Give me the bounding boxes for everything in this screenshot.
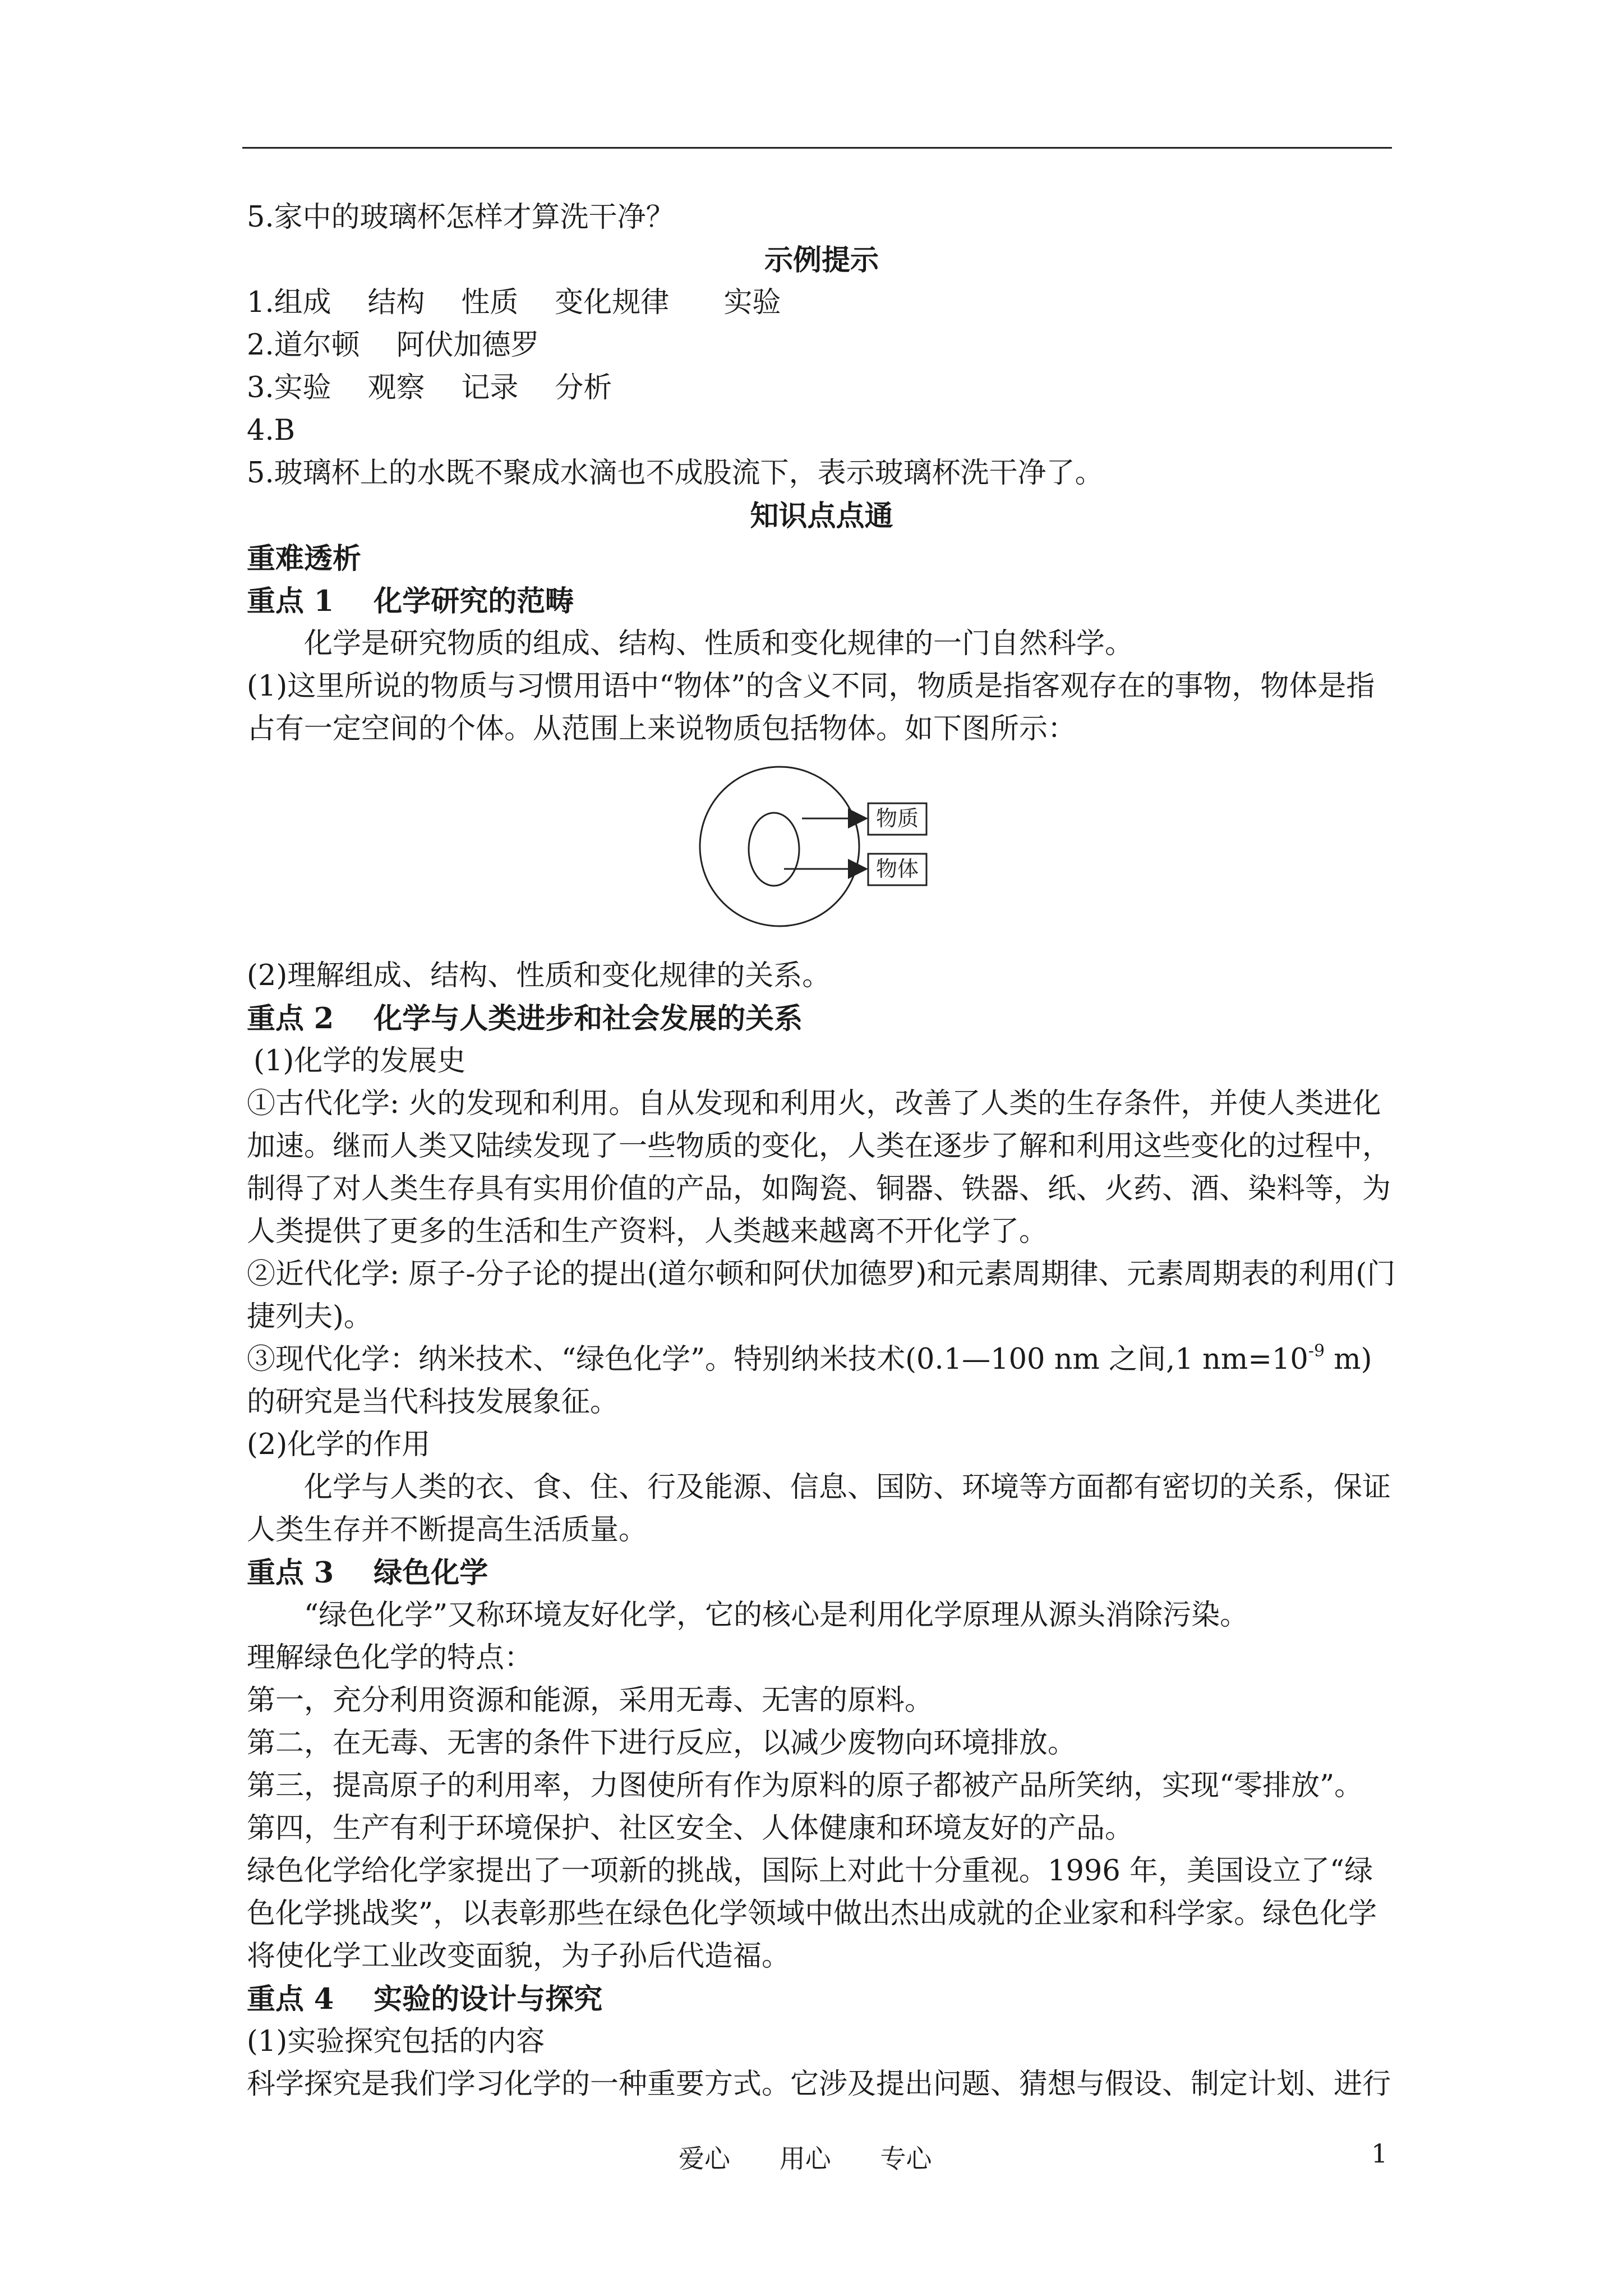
contemporary-text-1: ③现代化学：纳米技术、“绿色化学”。特别纳米技术(0.1—100 nm 之间,1 nm=10 [247,1343,1308,1376]
point-2-sub-1: (1)化学的发展史 [253,1045,466,1078]
features-lead: 理解绿色化学的特点： [247,1641,533,1674]
concentric-circles-diagram [690,760,948,950]
green-chemistry-challenge: 绿色化学给化学家提出了一项新的挑战，国际上对此十分重视。1996 年，美国设立了“绿色化学挑战奖”，以表彰那些在绿色化学领域中做出杰出成就的企业家和科学家。绿色化学将使化学工业改变面貌，为子孙后代造福。 [247,1855,1377,1973]
footer-motto: 爱心 用心 专心 [679,2143,932,2174]
answer-3: 3.实验 观察 记录 分析 [247,371,612,404]
green-chemistry-intro: “绿色化学”又称环境友好化学，它的核心是利用化学原理从源头消除污染。 [304,1599,1249,1632]
question-5: 5.家中的玻璃杯怎样才算洗干净？ [247,201,675,234]
feature-3: 第三，提高原子的利用率，力图使所有作为原料的原子都被产品所笑纳，实现“零排放”。 [247,1769,1363,1802]
answer-4: 4.B [247,414,296,447]
example-heading: 示例提示 [764,243,879,277]
contemporary-text-2: m)的研究是当代科技发展象征。 [247,1343,1372,1419]
answer-5: 5.玻璃杯上的水既不聚成水滴也不成股流下，表示玻璃杯洗干净了。 [247,457,1104,490]
feature-2: 第二，在无毒、无害的条件下进行反应，以减少废物向环境排放。 [247,1727,1077,1760]
inner-ellipse [749,813,799,886]
ancient-chemistry: ①古代化学: 火的发现和利用。自从发现和利用火，改善了人类的生存条件，并使人类进化加速。继而人类又陆续发现了一些物质的变化，人类在逐步了解和利用这些变化的过程中，制得了对人类生存具有实用价值的产品，如陶瓷、铜器、铁器、纸、火药、酒、染料等，为人类提供了更多的生活和生产资料，人类越来越离不开化学了。 [247,1087,1391,1248]
exponent: -9 [1308,1341,1325,1361]
point-2-title: 重点 2 化学与人类进步和社会发展的关系 [247,1002,803,1036]
header-rule [242,147,1392,149]
page-number: 1 [1371,2138,1388,2169]
point-1-paragraph-1: (1)这里所说的物质与习惯用语中“物体”的含义不同，物质是指客观存在的事物，物体是指占有一定空间的个体。从范围上来说物质包括物体。如下图所示： [247,670,1375,746]
modern-chemistry: ②近代化学: 原子-分子论的提出(道尔顿和阿伏加德罗)和元素周期律、元素周期表的利用(门捷列夫)。 [247,1258,1396,1333]
point-4-sub-1: (1)实验探究包括的内容 [247,2025,545,2058]
point-2-sub-2: (2)化学的作用 [247,1428,431,1461]
point-1-paragraph-2: (2)理解组成、结构、性质和变化规律的关系。 [247,959,831,992]
contemporary-chemistry [247,1338,1396,1424]
outer-circle [700,767,859,926]
outer-label: 物质 [875,806,919,831]
answer-2: 2.道尔顿 阿伏加德罗 [247,329,540,362]
point-1-intro: 化学是研究物质的组成、结构、性质和变化规律的一门自然科学。 [304,627,1134,660]
page-content [247,196,1396,2106]
analysis-heading: 重难透析 [247,542,362,576]
feature-1: 第一，充分利用资源和能源，采用无毒、无害的原料。 [247,1684,934,1717]
knowledge-heading: 知识点点通 [750,499,893,533]
matter-object-diagram [247,760,1396,950]
point-1-title: 重点 1 化学研究的范畴 [247,585,574,618]
point-4-paragraph-1: 科学探究是我们学习化学的一种重要方式。它涉及提出问题、猜想与假设、制定计划、进行 [247,2068,1391,2101]
chemistry-role: 化学与人类的衣、食、住、行及能源、信息、国防、环境等方面都有密切的关系，保证人类生存并不断提高生活质量。 [247,1471,1391,1547]
inner-label: 物体 [875,857,919,881]
point-4-title: 重点 4 实验的设计与探究 [247,1982,603,2016]
answer-1: 1.组成 结构 性质 变化规律 实验 [247,286,781,319]
feature-4: 第四，生产有利于环境保护、社区安全、人体健康和环境友好的产品。 [247,1812,1134,1845]
point-3-title: 重点 3 绿色化学 [247,1556,488,1590]
